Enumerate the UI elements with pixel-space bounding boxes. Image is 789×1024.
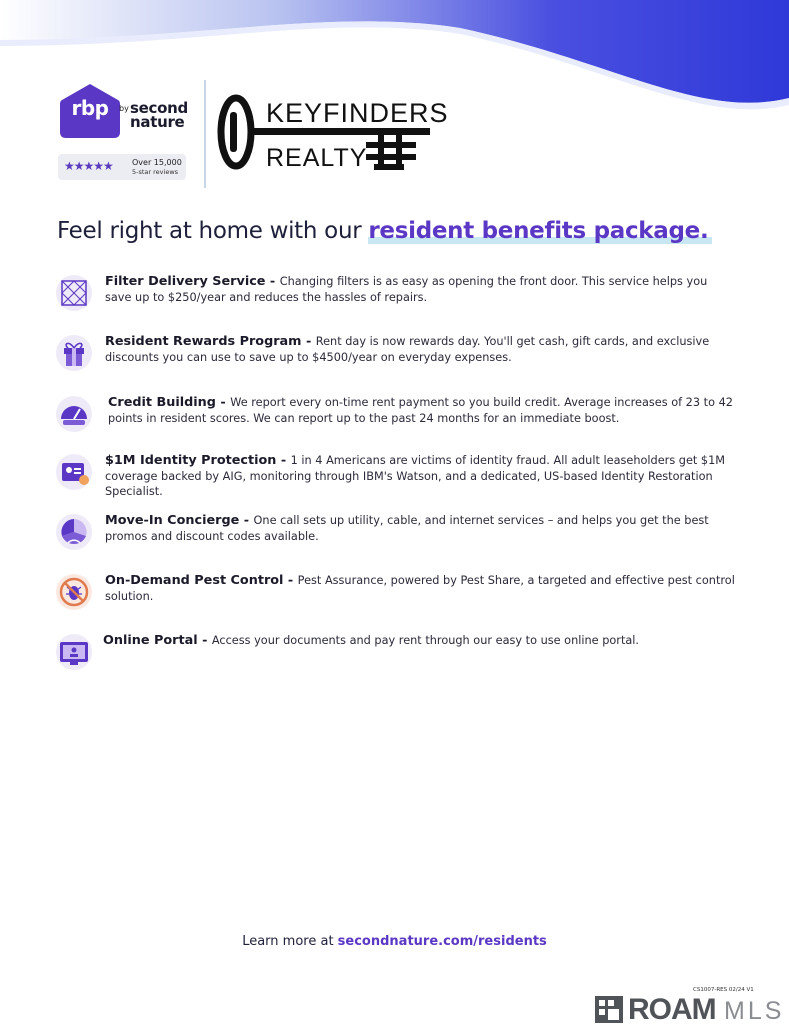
benefit-description: Access your documents and pay rent through our easy to use online portal. — [211, 634, 640, 647]
benefit-text — [108, 395, 740, 426]
by-label: by — [119, 104, 129, 113]
filter-icon — [55, 274, 93, 312]
benefit-title: Filter Delivery Service - — [105, 274, 280, 289]
benefit-text — [105, 274, 737, 305]
learn-more: Learn more at secondnature.com/residents — [242, 934, 547, 949]
rbp-text: rbp — [71, 96, 109, 120]
reviews-badge — [58, 154, 186, 180]
benefit-text — [105, 513, 737, 544]
page-title: Feel right at home with our resident benefits package. — [57, 218, 709, 244]
realty-text: REALTY — [266, 144, 368, 172]
benefit-description: We report every on-time rent payment so you build credit. Average increases of 23 to 42 points in resident scores. We can report up to the past 24 months for an immediate boost. — [108, 396, 733, 425]
benefit-text — [105, 453, 737, 500]
rbp-logo — [58, 82, 196, 182]
document-code: CS1007-RES 02/24 V1 — [693, 987, 754, 993]
keyfinders-text: KEYFINDERS — [266, 98, 449, 128]
benefit-description: One call sets up utility, cable, and internet services – and helps you get the best promos and discount codes available. — [105, 514, 709, 543]
roam-building-icon — [594, 994, 624, 1024]
benefit-description: Rent day is now rewards day. You'll get cash, gift cards, and exclusive discounts you can use to save up to $4500/year on everyday expenses. — [105, 335, 710, 364]
reviews-count: Over 15,000 — [132, 158, 182, 167]
residents-link[interactable]: secondnature.com/residents — [337, 934, 547, 949]
no-bug-icon — [55, 573, 93, 611]
star-rating-icon: ★★★★★ — [64, 159, 113, 173]
roam-mls-logo — [594, 994, 789, 1024]
mls-text: MLS — [724, 997, 785, 1024]
headline-highlight: resident benefits package. — [368, 218, 709, 244]
benefit-title: Credit Building - — [108, 395, 231, 410]
id-badge-icon — [55, 453, 93, 491]
benefit-text — [105, 573, 737, 604]
roam-text: ROAM — [628, 993, 716, 1024]
benefit-text — [103, 633, 735, 649]
benefit-description: Changing filters is as easy as opening the front door. This service helps you save up to $250/year and reduces the hassles of repairs. — [105, 275, 708, 304]
benefit-title: Resident Rewards Program - — [105, 334, 316, 349]
second-nature-wordmark: second nature — [130, 99, 188, 131]
utilities-icon — [55, 513, 93, 551]
portal-icon — [55, 633, 93, 671]
benefit-title: Online Portal - — [103, 633, 212, 648]
benefit-text — [105, 334, 737, 365]
logo-divider — [204, 80, 206, 188]
gift-icon — [55, 334, 93, 372]
reviews-label: 5-star reviews — [132, 168, 179, 176]
benefit-title: $1M Identity Protection - — [105, 453, 291, 468]
benefit-description: Pest Assurance, powered by Pest Share, a targeted and effective pest control solution. — [105, 574, 735, 603]
benefit-title: On-Demand Pest Control - — [105, 573, 298, 588]
benefit-title: Move-In Concierge - — [105, 513, 254, 528]
keyfinders-realty-logo — [216, 92, 449, 182]
credit-gauge-icon — [55, 395, 93, 433]
benefit-description: 1 in 4 Americans are victims of identity fraud. All adult leaseholders get $1M coverage backed by AIG, monitoring through IBM's Watson, and a dedicated, US-based Identity Restoration Specialist. — [105, 454, 726, 498]
